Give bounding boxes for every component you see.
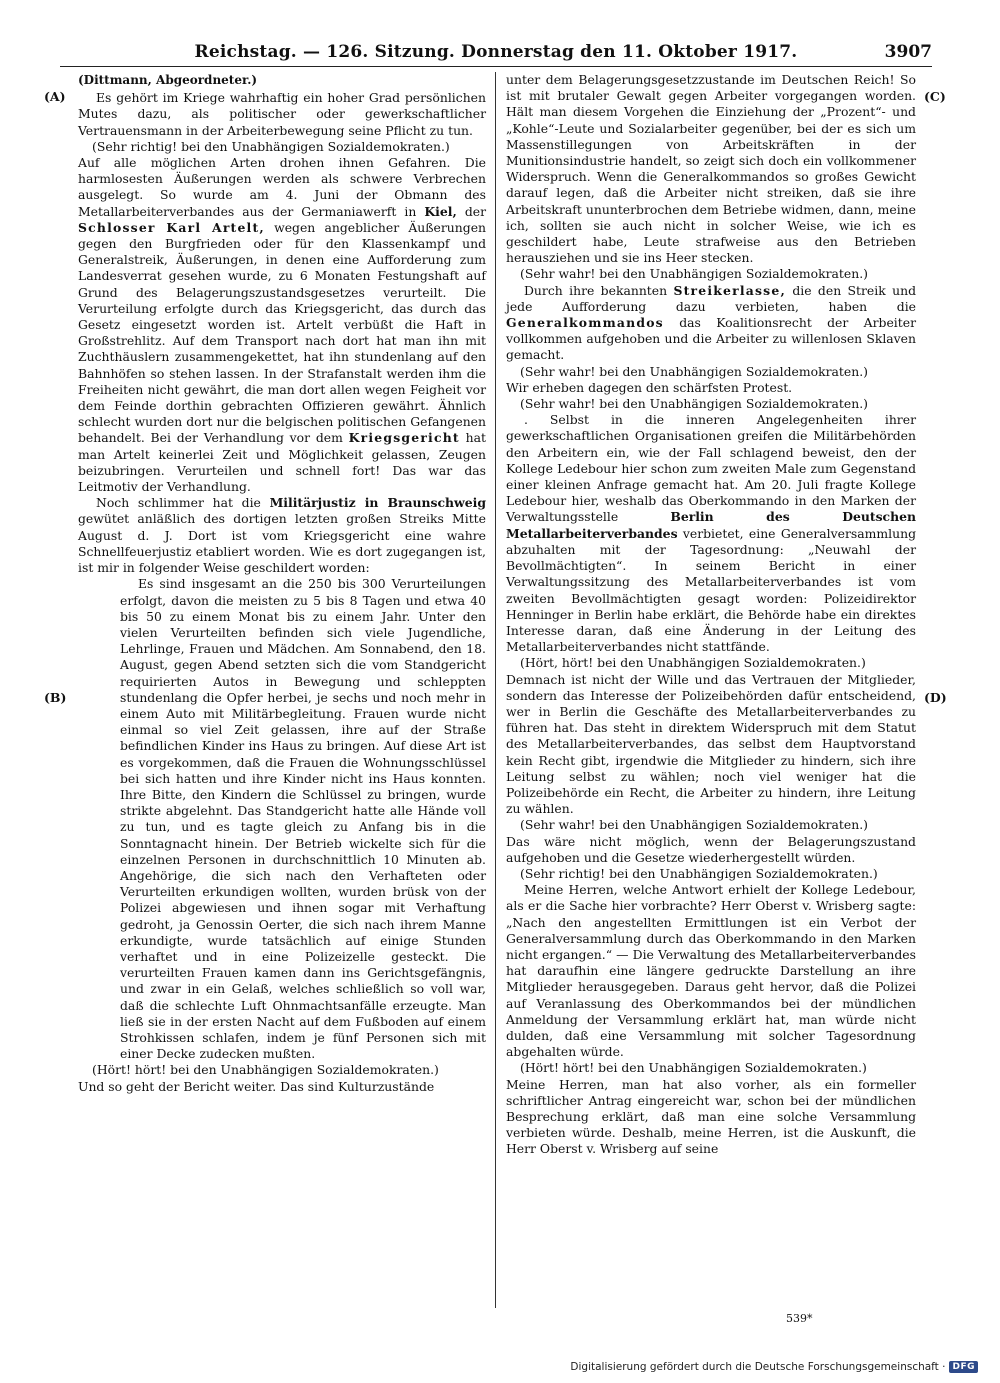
interjection: (Sehr richtig! bei den Unabhängigen Sozialdemokraten.)	[92, 138, 450, 154]
paragraph: unter dem Belagerungsgesetzzustande im Deutschen Reich! So ist mit brutaler Gewalt gegen Arbeiter vorgegangen worden. Hält man diesem Vorgehen die Einziehung der „Prozent“- und „Kohle“-Leute und Sozialarbeiter gegenüber, bei der es sich um Massenstillegungen von Arbeitskräften in der Munitionsindustrie handelt, so zeigt sich doch ein vollkommener Widerspruch. Wenn die Generalkommandos so großes Gewicht darauf legen, daß die Arbeiter nicht streiken, daß sie ihre Arbeitskraft ununterbrochen dem Betriebe widmen, dann, meine ich, sollten sie auch nicht in solcher Weise, wie ich es geschildert habe, Leute strafweise aus den Betrieben herausziehen und sie ins Heer stecken.	[506, 72, 916, 266]
paragraph: Meine Herren, man hat also vorher, als ein formeller schriftlicher Antrag eingereicht war, schon bei der mündlichen Besprechung erklärt, daß man eine solche Versammlung verbieten würde. Deshalb, meine Herren, ist die Auskunft, die Herr Oberst v. Wrisberg auf seine	[506, 1076, 916, 1157]
right-column	[506, 72, 916, 1158]
paragraph: Wir erheben dagegen den schärfsten Protest.	[506, 379, 793, 395]
paragraph: Das wäre nicht möglich, wenn der Belagerungszustand aufgehoben und die Gesetze wiederhergestellt würden.	[506, 833, 916, 865]
quote-text: Es sind insgesamt an die 250 bis 300 Verurteilungen erfolgt, davon die meisten zu 5 bis 8 Tagen und etwa 40 bis 50 zu einem Monat bis zu einem Jahr. Unter den vielen Verurteilten befinden sich viele Jugendliche, Lehrlinge, Frauen und Mädchen. Am Sonnabend, den 18. August, gegen Abend setzten sich die vom Standgericht requirierten Autos in Bewegung und schleppten stundenlang die Opfer herbei, je sechs und noch mehr in einem Auto mit Militärbegleitung. Frauen wurde nicht einmal so viel Zeit gelassen, ihre auf der Straße befindlichen Kinder ins Haus zu bringen. Auf diese Art ist es vorgekommen, daß die Frauen die Wohnungsschlüssel bei sich hatten und ihre Kinder nicht ins Haus konnten. Ihre Bitte, den Kindern die Schlüssel zu bringen, wurde strikte abgelehnt. Das Standgericht hatte alle Hände voll zu tun, und es tagte gleich zu Anfang bis in die Sonntagnacht hinein. Der Betrieb wickelte sich für die einzelnen Personen in durchschnittlich 10 Minuten ab. Angehörige, die sich nach den Verhafteten oder Verurteilten erkundigen wollten, wurden brüsk von der Polizei abgewiesen und ihnen sogar mit Verhaftung gedroht, ja Genossin Oerter, die sich nach ihrem Manne erkundigte, wurde tatsächlich auf einige Stunden verhaftet und in eine Polizeizelle gesteckt. Die verurteilten Frauen kamen dann ins Gerichtsgefängnis, und zwar in ein Gelaß, welches schließlich so voll war, daß die schlechte Luft Ohnmachtsanfälle erzeugte. Man ließ sie in der ersten Nacht auf dem Fußboden auf einem Strohkissen schlafen, indem je fünf Personen sich mit einer Decke zudecken mußten.	[120, 576, 486, 1062]
running-header	[60, 40, 932, 67]
page-number: 3907	[884, 42, 932, 62]
dfg-logo-icon: DFG	[949, 1361, 978, 1373]
margin-marker-b: (B)	[44, 690, 67, 705]
margin-marker-d: (D)	[924, 690, 947, 705]
interjection: (Hört, hört! bei den Unabhängigen Sozialdemokraten.)	[520, 655, 866, 671]
interjection: (Hört! hört! bei den Unabhängigen Sozialdemokraten.)	[520, 1060, 867, 1076]
block-quote	[120, 576, 486, 1062]
paragraph: Demnach ist nicht der Wille und das Vertrauen der Mitglieder, sondern das Interesse der Polizeibehörden dafür entscheidend, wer in Berlin die Geschäfte des Metallarbeiterverbandes zu führen hat. Das steht in direktem Widerspruch mit dem Statut des Metallarbeiterverbandes, das selbst dem Hauptvorstand kein Recht gibt, irgendwie die Mitglieder zu hindern, sich ihre Leitung selbst zu wählen; noch viel weniger hat die Polizeibehörde ein Recht, die Arbeiter zu hindern, ihre Leitung zu wählen.	[506, 671, 916, 817]
margin-marker-a: (A)	[44, 89, 66, 104]
paragraph: . Selbst in die inneren Angelegenheiten ihrer gewerkschaftlichen Organisationen greifen die Militärbehörden den Arbeitern ein, wie der Fall schlagend beweist, den der Kollege Ledebour hier schon zum zweiten Male zum Gegenstand einer kleinen Anfrage gemacht hat. Am 20. Juli fragte Kollege Ledebour hier, weshalb das Oberkommando in den Marken der Verwaltungsstelle Berlin des Deutschen Metallarbeiterverbandes verbietet, eine Generalversammlung abzuhalten mit der Tagesordnung: „Neuwahl der Bevollmächtigten“. In seinem Bericht in einer Verwaltungssitzung des Metallarbeiterverbandes ist vom zweiten Bevollmächtigten gesagt worden: Polizeidirektor Henninger in Berlin habe erklärt, die Behörde habe ein direktes Interesse daran, daß eine Änderung in der Leitung des Metallarbeiterverbandes nicht stattfände.	[506, 412, 916, 655]
paragraph: Durch ihre bekannten Streikerlasse, die den Streik und jede Aufforderung dazu verbieten, haben die Generalkommandos das Koalitionsrecht der Arbeiter vollkommen aufgehoben und die Arbeiter zu willenlosen Sklaven gemacht.	[506, 282, 916, 363]
paragraph: Auf alle möglichen Arten drohen ihnen Gefahren. Die harmlosesten Äußerungen werden als schwere Verbrechen ausgelegt. So wurde am 4. Juni der Obmann des Metallarbeiterverbandes aus der Germaniawerft in Kiel, der Schlosser Karl Artelt, wegen angeblicher Äußerungen gegen den Burgfrieden oder für den Klassenkampf und Generalstreik, Äußerungen, in denen eine Aufforderung zum Landesverrat gesehen wurde, zu 6 Monaten Festungshaft auf Grund des Belagerungszustandsgesetzes verurteilt. Die Verurteilung erfolgte durch das Kriegsgericht, das durch das Gesetz eingesetzt worden ist. Artelt verbüßt die Haft in Großstrehlitz. Auf dem Transport nach dort hat man ihn mit Zuchthäuslern zusammengekettet, hat ihn stundenlang auf den Bahnhöfen so stehen lassen. In der Strafanstalt werden ihm die Freiheiten nicht gewährt, die man dort allen wegen Feigheit vor dem Feinde dorthin gebrachten Offizieren gewährt. Ähnlich schlecht wurden dort nur die belgischen politischen Gefangenen behandelt. Bei der Verhandlung vor dem Kriegsgericht hat man Artelt keinerlei Zeit und Möglichkeit gelassen, Zeugen beizubringen. Verurteilen und schnell fort! Das war das Leitmotiv der Verhandlung.	[78, 155, 487, 495]
paragraph: Meine Herren, welche Antwort erhielt der Kollege Ledebour, als er die Sache hier vorbrachte? Herr Oberst v. Wrisberg sagte: „Nach den angestellten Ermittlungen ist ein Verbot der Generalversammlung durch das Oberkommando in den Marken nicht ergangen.“ — Die Verwaltung des Metallarbeiterverbandes hat daraufhin eine längere gedruckte Darstellung an ihre Mitglieder herausgegeben. Daraus geht hervor, daß die Polizei auf Veranlassung des Oberkommandos bei der mündlichen Anmeldung der Versammlung erklärt hat, man würde nicht dulden, daß eine Versammlung mit solcher Tagesordnung abgehalten würde.	[506, 882, 916, 1060]
signature-mark: 539*	[786, 1312, 813, 1325]
paragraph: Noch schlimmer hat die Militärjustiz in Braunschweig gewütet anläßlich des dortigen letzten großen Streiks Mitte August d. J. Dort ist vom Kriegsgericht eine wahre Schnellfeuerjustiz etabliert worden. Wie es dort zugegangen ist, ist mir in folgender Weise geschildert worden:	[78, 495, 486, 576]
paragraph: Es gehört im Kriege wahrhaftig ein hoher Grad persönlichen Mutes dazu, als politischer oder gewerkschaftlicher Vertrauensmann in der Arbeiterbewegung seine Pflicht zu tun.	[78, 90, 486, 138]
interjection: (Sehr wahr! bei den Unabhängigen Sozialdemokraten.)	[520, 817, 868, 833]
paragraph: Und so geht der Bericht weiter. Das sind Kulturzustände	[78, 1078, 435, 1094]
footer-text: Digitalisierung gefördert durch die Deutsche Forschungsgemeinschaft ·	[570, 1361, 946, 1373]
interjection: (Sehr wahr! bei den Unabhängigen Sozialdemokraten.)	[520, 266, 868, 282]
interjection: (Hört! hört! bei den Unabhängigen Sozialdemokraten.)	[92, 1062, 439, 1078]
column-divider	[495, 72, 496, 1308]
interjection: (Sehr wahr! bei den Unabhängigen Sozialdemokraten.)	[520, 396, 868, 412]
header-title: Reichstag. — 126. Sitzung. Donnerstag den 11. Oktober 1917.	[194, 42, 798, 62]
interjection: (Sehr wahr! bei den Unabhängigen Sozialdemokraten.)	[520, 363, 868, 379]
left-column	[78, 72, 486, 1095]
margin-marker-c: (C)	[924, 89, 946, 104]
interjection: (Sehr richtig! bei den Unabhängigen Sozialdemokraten.)	[520, 865, 878, 881]
digitization-footer	[570, 1361, 978, 1373]
speaker-label: (Dittmann, Abgeordneter.)	[78, 73, 258, 87]
